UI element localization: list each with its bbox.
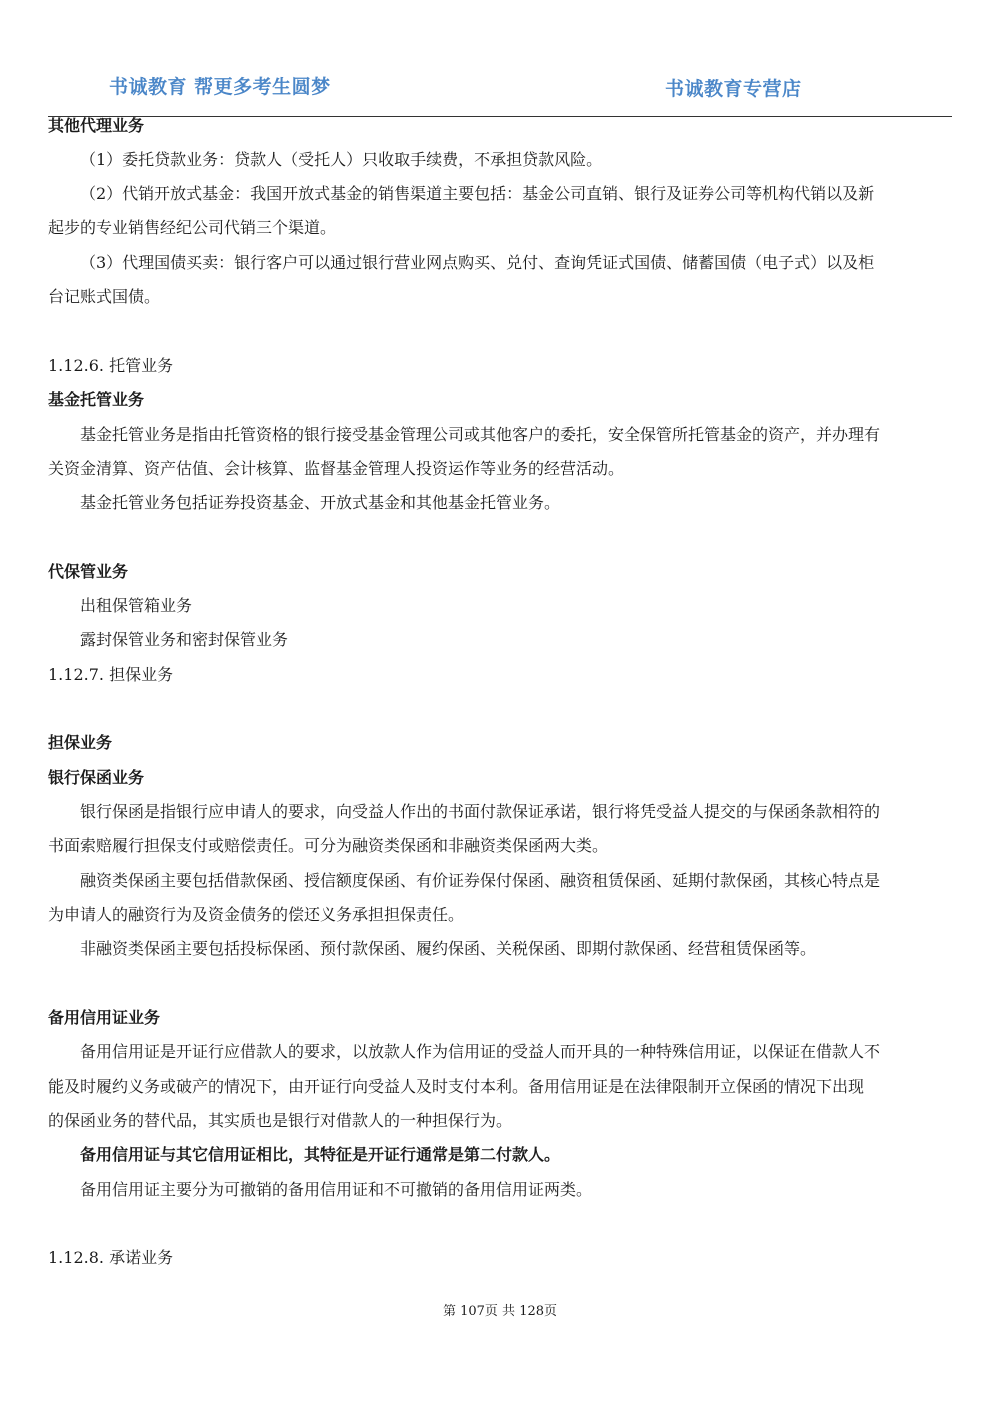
section-title-1128: 1.12.8. 承诺业务 bbox=[48, 1248, 174, 1267]
paragraph: 备用信用证是开证行应借款人的要求，以放款人作为信用证的受益人而开具的一种特殊信用证，以保证在借款人不 bbox=[80, 1042, 881, 1061]
paragraph: 融资类保函主要包括借款保函、授信额度保函、有价证券保付保函、融资租赁保函、延期付款保函，其核心特点是 bbox=[80, 871, 881, 890]
paragraph: （3）代理国债买卖：银行客户可以通过银行营业网点购买、兑付、查询凭证式国债、储蓄国债（电子式）以及柜 bbox=[80, 253, 875, 272]
paragraph: 书面索赔履行担保支付或赔偿责任。可分为融资类保函和非融资类保函两大类。 bbox=[48, 836, 609, 855]
paragraph: 的保函业务的替代品，其实质也是银行对借款人的一种担保行为。 bbox=[48, 1111, 513, 1130]
heading-bank-guarantee: 银行保函业务 bbox=[48, 768, 145, 787]
heading-guarantee: 担保业务 bbox=[48, 733, 113, 752]
paragraph: 非融资类保函主要包括投标保函、预付款保函、履约保函、关税保函、即期付款保函、经营租赁保函等。 bbox=[80, 939, 817, 958]
paragraph: 基金托管业务是指由托管资格的银行接受基金管理公司或其他客户的委托，安全保管所托管基金的资产，并办理有 bbox=[80, 425, 881, 444]
list-item: 出租保管箱业务 bbox=[80, 596, 193, 615]
section-title-1127: 1.12.7. 担保业务 bbox=[48, 665, 174, 684]
paragraph: 银行保函是指银行应申请人的要求，向受益人作出的书面付款保证承诺，银行将凭受益人提交的与保函条款相符的 bbox=[80, 802, 881, 821]
paragraph: 为申请人的融资行为及资金债务的偿还义务承担担保责任。 bbox=[48, 905, 465, 924]
paragraph: （1）委托贷款业务：贷款人（受托人）只收取手续费，不承担贷款风险。 bbox=[80, 150, 603, 169]
heading-other-agency: 其他代理业务 bbox=[48, 116, 145, 135]
paragraph: 起步的专业销售经纪公司代销三个渠道。 bbox=[48, 218, 337, 237]
header-store-name: 书诚教育专营店 bbox=[665, 78, 802, 100]
page-header bbox=[48, 72, 952, 117]
heading-fund-custody: 基金托管业务 bbox=[48, 390, 145, 409]
paragraph: 台记账式国债。 bbox=[48, 287, 161, 306]
section-title-1126: 1.12.6. 托管业务 bbox=[48, 356, 174, 375]
heading-safekeeping: 代保管业务 bbox=[48, 562, 129, 581]
list-item: 露封保管业务和密封保管业务 bbox=[80, 630, 289, 649]
paragraph: 备用信用证主要分为可撤销的备用信用证和不可撤销的备用信用证两类。 bbox=[80, 1180, 593, 1199]
header-slogan: 书诚教育 帮更多考生圆梦 bbox=[109, 76, 331, 98]
paragraph: 关资金清算、资产估值、会计核算、监督基金管理人投资运作等业务的经营活动。 bbox=[48, 459, 625, 478]
paragraph: 基金托管业务包括证券投资基金、开放式基金和其他基金托管业务。 bbox=[80, 493, 561, 512]
paragraph: 能及时履约义务或破产的情况下，由开证行向受益人及时支付本利。备用信用证是在法律限制开立保函的情况下出现 bbox=[48, 1077, 865, 1096]
page-number: 第 107页 共 128页 bbox=[442, 1304, 558, 1319]
paragraph: （2）代销开放式基金：我国开放式基金的销售渠道主要包括：基金公司直销、银行及证券公司等机构代销以及新 bbox=[80, 184, 875, 203]
key-point: 备用信用证与其它信用证相比，其特征是开证行通常是第二付款人。 bbox=[80, 1145, 561, 1164]
heading-standby-lc: 备用信用证业务 bbox=[48, 1008, 161, 1027]
